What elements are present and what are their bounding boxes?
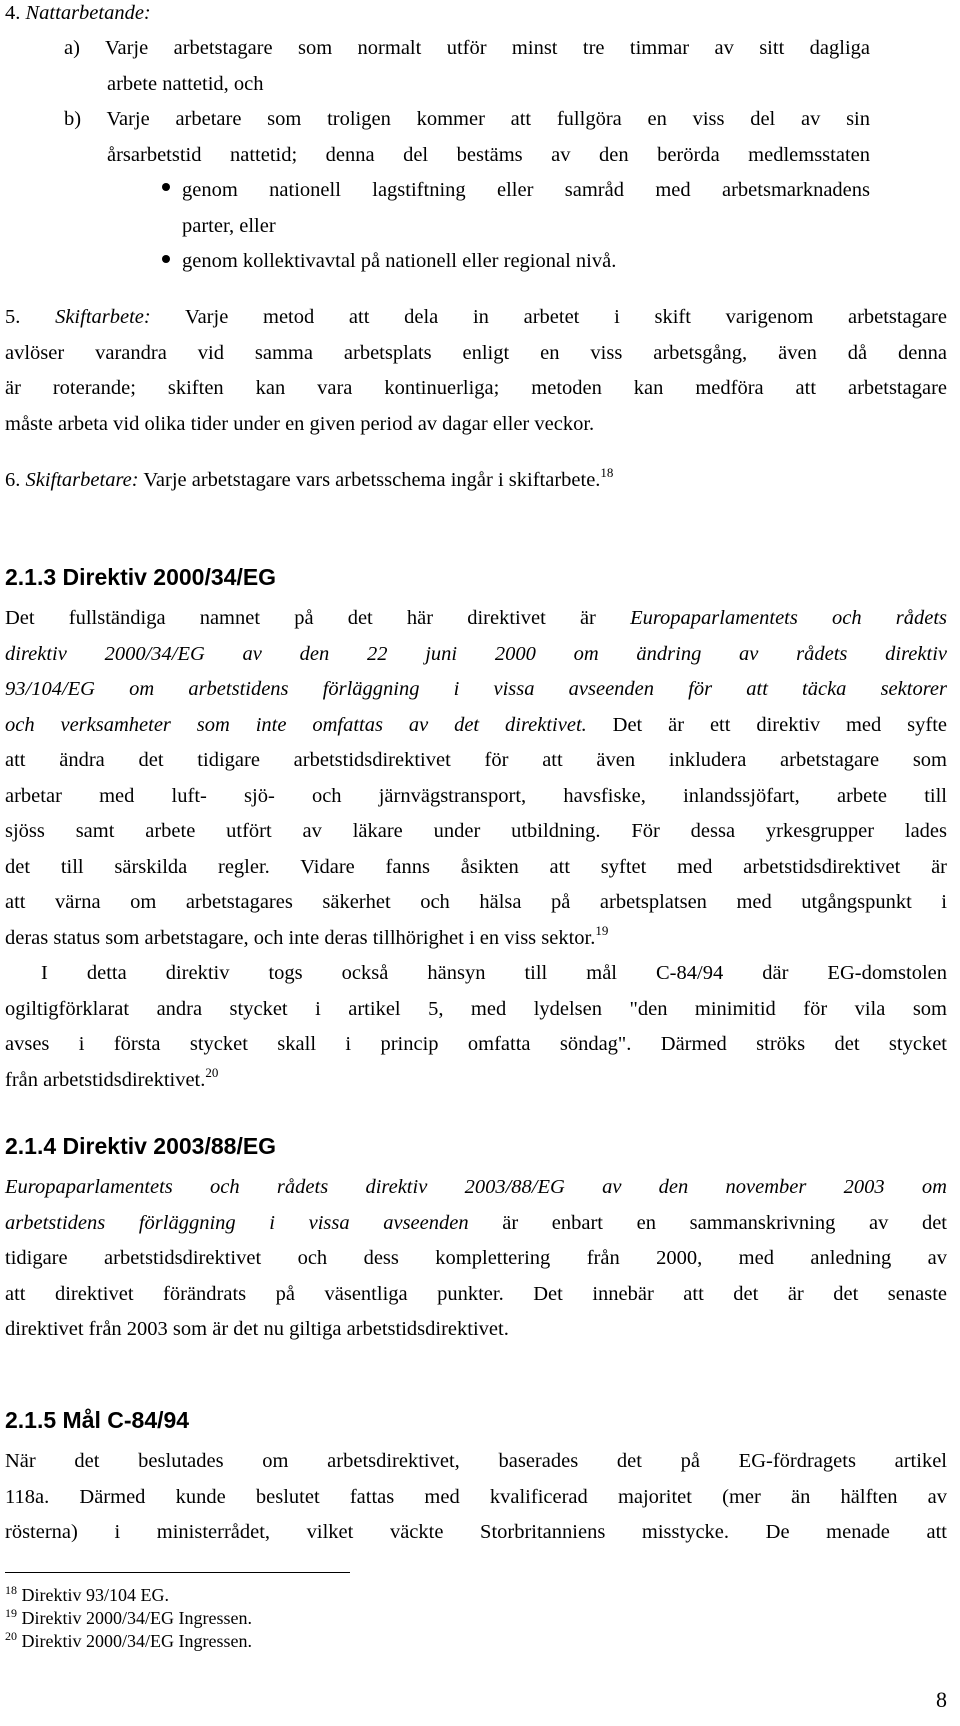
text-line: att direktivet förändrats på väsentliga punkter. Det innebär att det är det senaste: [5, 1282, 947, 1305]
text-line: avses i första stycket skall i princip omfatta söndag". Därmed ströks det stycket: [5, 1033, 947, 1055]
footnote-list: [5, 1584, 252, 1653]
footnote: $^{20}$ Direktiv 2000/34/EG Ingressen.: [5, 1629, 252, 1651]
item-number: 4.: [5, 2, 21, 24]
text-line: Varje arbetstagare vars arbetsschema ingår i skiftarbete.: [143, 469, 601, 491]
text-line: att ändra det tidigare arbetstidsdirektivet för att även inkludera arbetstagare som: [5, 749, 947, 771]
text-line: från arbetstidsdirektivet.: [5, 1068, 206, 1091]
definition-5: [5, 300, 947, 442]
text-segment: är enbart en sammanskrivning av det: [502, 1211, 948, 1234]
italic-title: 93/104/EG om arbetstidens förläggning i vissa avseenden för att täcka sektorer: [5, 678, 947, 700]
text-line: Varje metod att dela in arbetet i skift varigenom arbetstagare: [185, 306, 947, 328]
text-line: Varje arbetare som troligen kommer att fullgöra en viss del av sin: [106, 108, 870, 130]
italic-title: direktiv 2000/34/EG av den 22 juni 2000 om ändring av rådets direktiv: [5, 642, 947, 665]
page-number: 8: [936, 1687, 947, 1712]
text-line: årsarbetstid nattetid; denna del bestäms av den berörda medlemsstaten: [107, 144, 870, 166]
text-line: I detta direktiv togs också hänsyn till mål C-84/94 där EG-domstolen: [41, 962, 947, 984]
footnote-ref: 19: [595, 922, 609, 938]
item-number: 5.: [5, 306, 21, 328]
definition-4a: [64, 31, 870, 67]
list-prefix: b): [64, 108, 82, 130]
section-body: [5, 1444, 947, 1551]
italic-title: Europaparlamentets och rådets direktiv 2003/88/EG av den november 2003 om: [5, 1176, 947, 1198]
bullet-icon: [162, 255, 170, 263]
footnote-separator: [5, 1572, 350, 1573]
text-line: direktivet från 2003 som är det nu giltiga arbetstidsdirektivet.: [5, 1318, 509, 1340]
text-line: ogiltigförklarat andra stycket i artikel 5, med lydelsen "den minimitid för vila som: [5, 997, 947, 1020]
section-heading: 2.1.5 Mål C-84/94: [5, 1407, 190, 1433]
text-line: att värna om arbetstagares säkerhet och hälsa på arbetsplatsen med utgångspunkt i: [5, 891, 947, 913]
text-line: det till särskilda regler. Vidare fanns åsikten att syftet med arbetstidsdirektivet är: [5, 855, 947, 878]
text-line: genom nationell lagstiftning eller samråd med arbetsmarknadens: [182, 179, 870, 201]
definition-4b: [64, 102, 870, 138]
text-line: rösterna) i ministerrådet, vilket väckte Storbritanniens misstycke. De menade att: [5, 1521, 947, 1543]
bullet-icon: [162, 183, 170, 191]
section-heading: 2.1.3 Direktiv 2000/34/EG: [5, 564, 277, 590]
italic-title: och verksamheter som inte omfattas av det direktivet.: [5, 713, 587, 736]
text-line: måste arbeta vid olika tider under en given period av dagar eller veckor.: [5, 412, 595, 435]
text-line: arbetar med luft- sjö- och järnvägstransport, havsfiske, inlandssjöfart, arbete till: [5, 784, 947, 807]
text-line: arbete nattetid, och: [107, 73, 264, 95]
footnote-ref: 18: [600, 465, 614, 480]
italic-title: arbetstidens förläggning i vissa avseenden: [5, 1211, 469, 1234]
text-line: avlöser varandra vid samma arbetsplats enligt en viss arbetsgång, även då denna: [5, 341, 947, 364]
text-line: tidigare arbetstidsdirektivet och dess komplettering från 2000, med anledning av: [5, 1247, 947, 1269]
text-line: 118a. Därmed kunde beslutet fattas med kvalificerad majoritet (mer än hälften av: [5, 1485, 947, 1508]
text-line: genom kollektivavtal på nationell eller regional nivå.: [182, 250, 617, 272]
footnote: $^{19}$ Direktiv 2000/34/EG Ingressen.: [5, 1606, 252, 1628]
text-line: När det beslutades om arbetsdirektivet, baserades det på EG-fördragets artikel: [5, 1450, 947, 1472]
definition-4: [5, 0, 947, 32]
text-line: sjöss samt arbete utfört av läkare under utbildning. För dessa yrkesgrupper lades: [5, 820, 947, 842]
item-number: 6.: [5, 469, 21, 491]
footnote-ref: 20: [205, 1064, 219, 1080]
italic-title: Europaparlamentets och rådets: [630, 607, 948, 629]
text-line: deras status som arbetstagare, och inte deras tillhörighet i en viss sektor.: [5, 926, 596, 949]
section-heading: 2.1.4 Direktiv 2003/88/EG: [5, 1133, 277, 1159]
text-line: parter, eller: [182, 215, 276, 237]
text-segment: Det är ett direktiv med syfte: [612, 713, 947, 736]
section-body: [5, 601, 947, 956]
section-body: [5, 956, 947, 1098]
footnote: $^{18}$ Direktiv 93/104 EG.: [5, 1583, 169, 1605]
definition-6: [5, 463, 947, 499]
list-prefix: a): [64, 37, 80, 59]
section-body: [5, 1170, 947, 1348]
text-segment: Det fullständiga namnet på det här direktivet är: [5, 607, 596, 629]
text-line: är roterande; skiften kan vara kontinuerliga; metoden kan medföra att arbetstagare: [5, 377, 947, 399]
defined-term: Skiftarbete:: [55, 306, 151, 328]
defined-term: Skiftarbetare:: [25, 469, 139, 491]
defined-term: Nattarbetande:: [25, 2, 151, 24]
text-line: Varje arbetstagare som normalt utför minst tre timmar av sitt dagliga: [104, 37, 870, 59]
